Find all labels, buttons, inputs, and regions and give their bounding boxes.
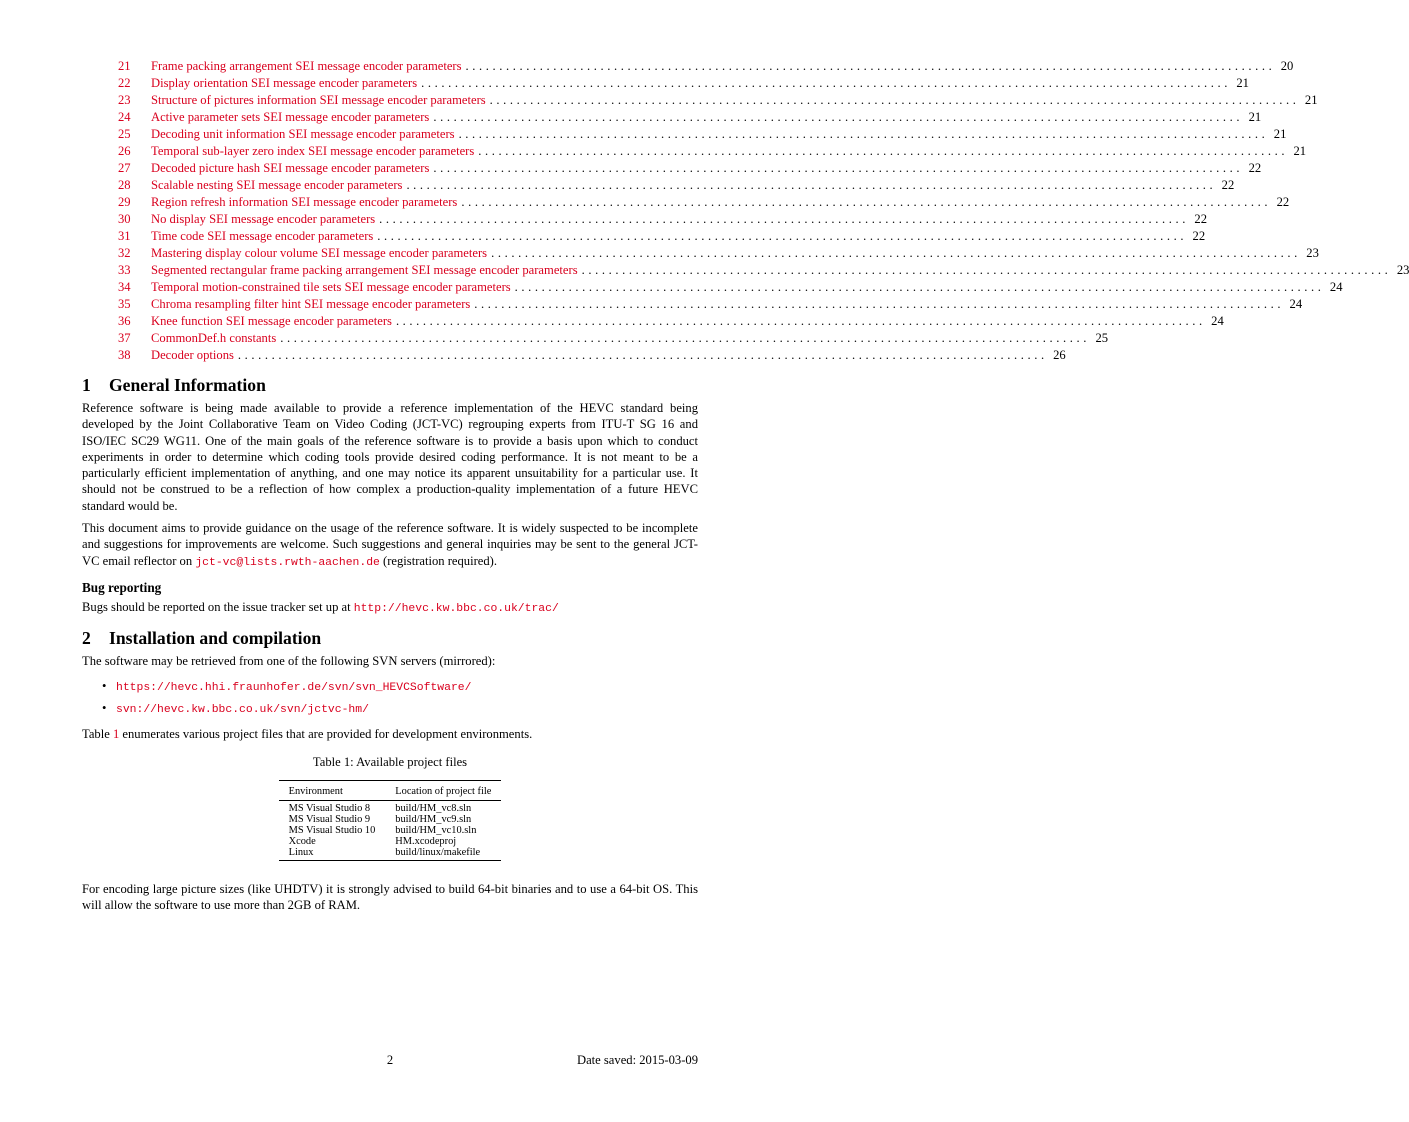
toc-entry-page[interactable]: 24: [1211, 314, 1224, 328]
toc-entry-page[interactable]: 26: [1053, 348, 1066, 362]
bullet-icon: •: [102, 678, 107, 693]
toc-entry[interactable]: [118, 109, 1262, 126]
toc-entry-page[interactable]: 22: [1194, 212, 1207, 226]
toc-entry-number[interactable]: 30: [118, 212, 131, 226]
bug-reporting-heading: Bug reporting: [82, 579, 162, 595]
table-caption: Table 1: Available project files: [312, 754, 468, 769]
document-page: [82, 58, 1409, 919]
toc-entry-title[interactable]: Temporal sub-layer zero index SEI message encoder parameters: [151, 144, 475, 158]
toc-entry-number[interactable]: 38: [118, 348, 131, 362]
environment-cell: Linux: [279, 847, 386, 861]
svn-server-list: [82, 676, 698, 720]
toc-leader-dots: ........................................................................................................................: [465, 59, 1276, 73]
page-number: 2: [386, 1053, 394, 1067]
toc-leader-dots: ........................................................................................................................: [478, 144, 1289, 158]
toc-leader-dots: ........................................................................................................................: [433, 110, 1244, 124]
section-1-paragraph-2: [82, 520, 698, 571]
table-reference-text: Table: [82, 726, 113, 741]
toc-entry[interactable]: [118, 126, 1287, 143]
location-cell: build/HM_vc10.sln: [395, 824, 477, 836]
toc-leader-dots: ........................................................................................................................: [458, 127, 1269, 141]
toc-entry-page[interactable]: 20: [1280, 59, 1294, 73]
section-2-heading: [82, 627, 698, 649]
toc-entry-number[interactable]: 28: [118, 178, 131, 192]
toc-entry-number[interactable]: 27: [118, 161, 131, 175]
toc-entry-number[interactable]: 36: [118, 314, 131, 328]
toc-leader-dots: ........................................................................................................................: [433, 161, 1244, 175]
toc-entry-title[interactable]: Scalable nesting SEI message encoder parameters: [151, 178, 403, 192]
toc-entry-page[interactable]: 24: [1289, 297, 1303, 311]
toc-entry-page[interactable]: 22: [1192, 229, 1206, 243]
toc-entry[interactable]: [118, 92, 1318, 109]
bug-reporting-paragraph: [82, 599, 698, 617]
toc-entry[interactable]: [118, 330, 1109, 347]
list-item: [102, 698, 698, 720]
toc-entry-number[interactable]: 35: [118, 297, 131, 311]
toc-leader-dots: ........................................................................................................................: [377, 229, 1188, 243]
toc-entry-page[interactable]: 24: [1329, 280, 1343, 294]
environment-cell: Xcode: [288, 835, 316, 847]
toc-entry-page[interactable]: 21: [1304, 93, 1318, 107]
toc-entry-title[interactable]: No display SEI message encoder parameters: [151, 212, 376, 226]
toc-entry-number[interactable]: 24: [118, 110, 131, 124]
section-2-intro: The software may be retrieved from one of the following SVN servers (mirrored):: [82, 654, 496, 669]
table-row: [279, 800, 502, 814]
toc-entry-page[interactable]: 23: [1306, 246, 1319, 260]
toc-leader-dots: ........................................................................................................................: [395, 314, 1206, 328]
toc-entry[interactable]: [118, 313, 1224, 330]
toc-entry-page[interactable]: 22: [1221, 178, 1235, 192]
toc-entry-page[interactable]: 21: [1273, 127, 1287, 141]
toc-entry-title[interactable]: Frame packing arrangement SEI message encoder parameters: [151, 59, 462, 73]
toc-entry[interactable]: [118, 58, 1294, 75]
toc-entry-title[interactable]: Region refresh information SEI message encoder parameters: [151, 195, 458, 209]
location-cell: build/HM_vc9.sln: [395, 813, 472, 825]
bullet-icon: •: [102, 700, 107, 715]
paragraph-2-text-end: (registration required).: [379, 553, 498, 568]
section-1-title: General Information: [109, 375, 266, 395]
toc-entry[interactable]: [118, 245, 1319, 262]
table-reference-link[interactable]: 1: [112, 726, 120, 741]
toc-entry[interactable]: [118, 228, 1206, 245]
issue-tracker-link[interactable]: http://hevc.kw.bbc.co.uk/trac/: [353, 602, 559, 615]
toc-entry-number[interactable]: 23: [118, 93, 131, 107]
toc-entry[interactable]: [118, 262, 1409, 279]
toc-entry-title[interactable]: CommonDef.h constants: [151, 331, 277, 345]
toc-entry-number[interactable]: 37: [118, 331, 131, 345]
toc-entry-title[interactable]: Structure of pictures information SEI message encoder parameters: [151, 93, 486, 107]
section-1-heading: [82, 374, 698, 396]
toc-entry-title[interactable]: Decoder options: [151, 348, 234, 362]
toc-entry[interactable]: [118, 211, 1207, 228]
table-row: [279, 847, 502, 861]
table-reference-text-end: enumerates various project files that are provided for development environments.: [119, 726, 533, 741]
project-files-table: [279, 780, 502, 861]
location-cell: build/linux/makefile: [385, 847, 501, 861]
toc-leader-dots: ........................................................................................................................: [461, 195, 1272, 209]
list-item: [102, 676, 698, 698]
toc-entry-title[interactable]: Decoding unit information SEI message encoder parameters: [151, 127, 455, 141]
toc-entry-page[interactable]: 25: [1095, 331, 1109, 345]
svn-server-link[interactable]: svn://hevc.kw.bbc.co.uk/svn/jctvc-hm/: [116, 703, 369, 716]
toc-entry-title[interactable]: Decoded picture hash SEI message encoder parameters: [151, 161, 430, 175]
toc-entry[interactable]: [118, 160, 1262, 177]
environment-cell: MS Visual Studio 9: [288, 813, 371, 825]
toc-entry-page[interactable]: 21: [1248, 110, 1262, 124]
toc-entry-page[interactable]: 22: [1276, 195, 1290, 209]
toc-entry[interactable]: [118, 194, 1290, 211]
toc-leader-dots: ........................................................................................................................: [474, 297, 1285, 311]
section-2-title: Installation and compilation: [109, 628, 322, 649]
section-1-paragraph-1: Reference software is being made available to provide a reference implementation of the HEVC standard being developed by the Joint Collaborative Team on Video Coding (JCT-VC) regrouping experts from ITU-T SG 16 and ISO/IEC SC29 WG11. One of the main goals of the reference software is to provide a basis upon which to conduct experiments in order to determine which coding tools provide desired coding performance. It is not meant to be a particularly efficient implementation of anything, and one may notice its apparent unsuitability for a particular use. It should not be construed to be a reflection of how complex a production-quality implementation of a future HEVC standard would be.: [82, 401, 698, 513]
toc-leader-dots: ........................................................................................................................: [489, 93, 1300, 107]
toc-entry-title[interactable]: Time code SEI message encoder parameters: [151, 229, 374, 243]
toc-leader-dots: ........................................................................................................................: [514, 280, 1325, 294]
toc-entry-title[interactable]: Chroma resampling filter hint SEI message encoder parameters: [151, 297, 471, 311]
toc-entry-number[interactable]: 21: [118, 59, 131, 73]
section-2-closing-paragraph: For encoding large picture sizes (like UHDTV) it is strongly advised to build 64-bit binaries and to use a 64-bit OS. This will allow the software to use more than 2GB of RAM.: [82, 881, 698, 913]
toc-entry-number[interactable]: 34: [118, 280, 131, 294]
toc-entry-page[interactable]: 21: [1293, 144, 1307, 158]
toc-entry-number[interactable]: 22: [118, 76, 131, 90]
table-reference-paragraph: [82, 726, 698, 742]
toc-entry-page[interactable]: 22: [1248, 161, 1262, 175]
section-2-number: 2: [82, 628, 91, 649]
location-cell: HM.xcodeproj: [395, 835, 457, 847]
toc-entry-title[interactable]: Knee function SEI message encoder parameters: [151, 314, 392, 328]
toc-entry[interactable]: [118, 347, 1066, 364]
toc-leader-dots: ........................................................................................................................: [379, 212, 1189, 226]
svn-server-link[interactable]: https://hevc.hhi.fraunhofer.de/svn/svn_HEVCSoftware/: [116, 681, 472, 694]
toc-entry-number[interactable]: 29: [118, 195, 131, 209]
toc-entry-title[interactable]: Display orientation SEI message encoder parameters: [151, 76, 418, 90]
toc-entry-title[interactable]: Segmented rectangular frame packing arrangement SEI message encoder parameters: [151, 263, 578, 277]
toc-entry-page[interactable]: 23: [1396, 263, 1409, 277]
toc-entry[interactable]: [118, 177, 1235, 194]
toc-leader-dots: ........................................................................................................................: [237, 348, 1048, 362]
date-saved: Date saved: 2015-03-09: [576, 1053, 698, 1067]
toc-entry-title[interactable]: Temporal motion-constrained tile sets SEI message encoder parameters: [151, 280, 511, 294]
toc-entry-title[interactable]: Mastering display colour volume SEI message encoder parameters: [151, 246, 488, 260]
toc-entry-title[interactable]: Active parameter sets SEI message encoder parameters: [151, 110, 430, 124]
environment-cell: MS Visual Studio 10: [288, 824, 376, 836]
table-row: [279, 814, 502, 825]
toc-entry-page[interactable]: 21: [1236, 76, 1249, 90]
toc-entry-number[interactable]: 26: [118, 144, 131, 158]
column-header-environment: Environment: [279, 780, 386, 800]
toc-entry-number[interactable]: 31: [118, 229, 131, 243]
page-footer: [82, 1053, 698, 1069]
paragraph-2-text: This document aims to provide guidance on the usage of the reference software. It is widely suspected to be incomplete and suggestions for improvements are welcome. Such suggestions and general inquiries may be sent to the general JCT-VC email reflector on: [82, 521, 698, 568]
table-row: [279, 836, 502, 847]
bug-reporting-text: Bugs should be reported on the issue tracker set up at: [82, 599, 354, 614]
toc-entry[interactable]: [118, 296, 1303, 313]
toc-entry[interactable]: [118, 279, 1343, 296]
section-1-number: 1: [82, 375, 91, 395]
toc-leader-dots: ........................................................................................................................: [581, 263, 1392, 277]
email-link[interactable]: jct-vc@lists.rwth-aachen.de: [195, 556, 380, 569]
toc-leader-dots: ........................................................................................................................: [406, 178, 1217, 192]
table-row: [279, 825, 502, 836]
toc-entry[interactable]: [118, 75, 1249, 92]
toc-leader-dots: ........................................................................................................................: [280, 331, 1091, 345]
environment-cell: MS Visual Studio 8: [288, 802, 371, 814]
toc-entry[interactable]: [118, 143, 1307, 160]
toc-leader-dots: ........................................................................................................................: [421, 76, 1231, 90]
table-of-contents: [118, 58, 1409, 364]
toc-entry-number[interactable]: 25: [118, 127, 131, 141]
table-header-row: [279, 780, 502, 800]
toc-entry-number[interactable]: 32: [118, 246, 131, 260]
toc-leader-dots: ........................................................................................................................: [491, 246, 1301, 260]
location-cell: build/HM_vc8.sln: [395, 802, 472, 814]
toc-entry-number[interactable]: 33: [118, 263, 131, 277]
column-header-location: Location of project file: [385, 780, 501, 800]
